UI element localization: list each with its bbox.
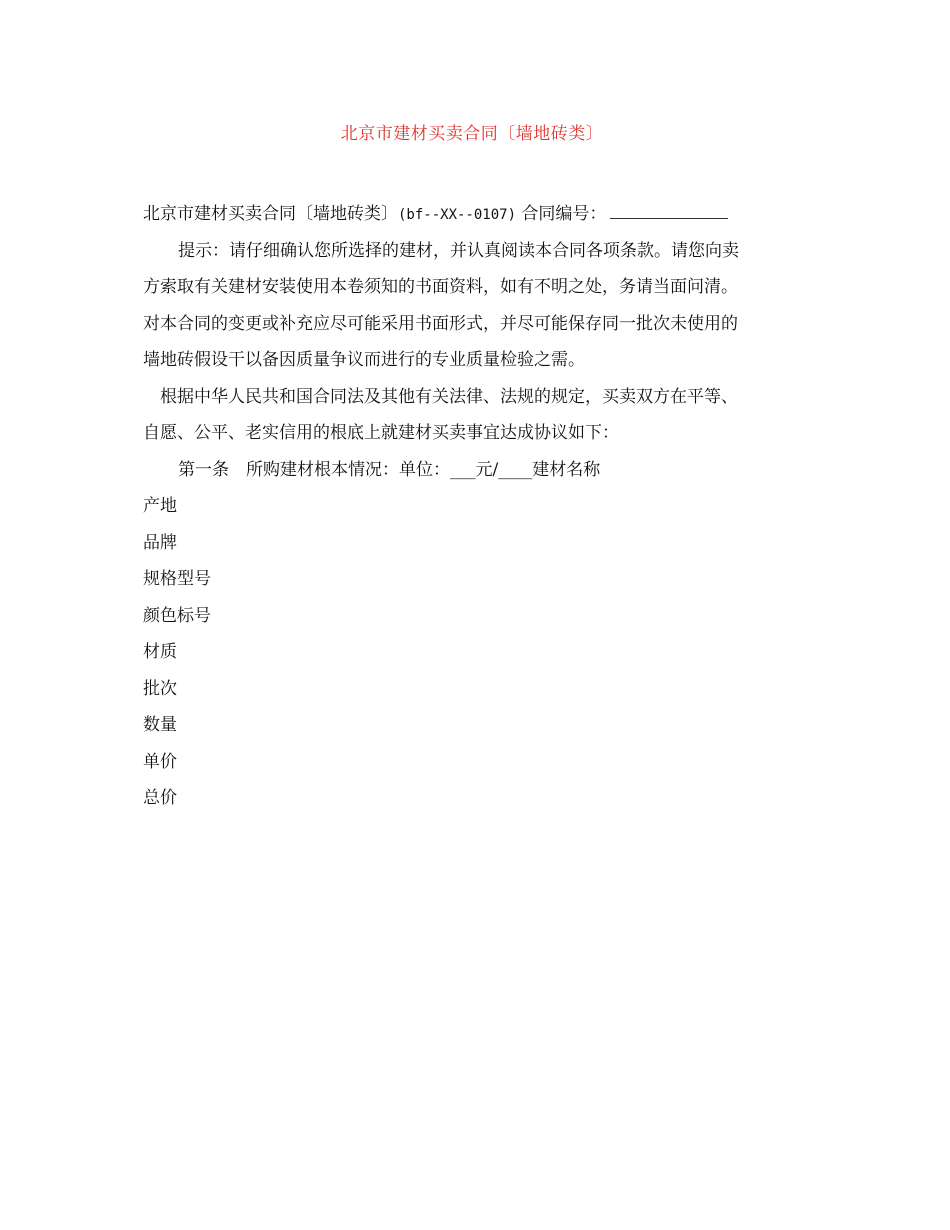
- field-color-code: 颜色标号: [143, 605, 211, 626]
- field-unit-price: 单价: [143, 751, 177, 772]
- contract-number-blank: [610, 202, 728, 219]
- contract-number-label: 合同编号：: [521, 204, 607, 224]
- material-field-list: [143, 488, 808, 817]
- contract-header-line: [143, 196, 808, 233]
- field-quantity: 数量: [143, 715, 177, 735]
- field-batch: 批次: [143, 678, 177, 699]
- field-material: 材质: [143, 642, 177, 662]
- preamble-line-1: 根据中华人民共和国合同法及其他有关法律、法规的规定，买卖双方在平等、: [160, 386, 738, 407]
- document-title: 北京市建材买卖合同〔墙地砖类〕: [340, 124, 604, 144]
- field-brand: 品牌: [143, 532, 177, 553]
- notice-line-4: 墙地砖假设干以备因质量争议而进行的专业质量检验之需。: [143, 350, 585, 370]
- field-total-price: 总价: [143, 788, 177, 808]
- contract-code: (bf--XX--0107): [398, 207, 517, 223]
- article-one: 第一条 所购建材根本情况：单位：___元/____建材名称: [178, 459, 601, 480]
- document-body: [143, 196, 808, 817]
- preamble-line-2: 自愿、公平、老实信用的根底上就建材买卖事宜达成协议如下：: [143, 423, 619, 443]
- notice-line-3: 对本合同的变更或补充应尽可能采用书面形式，并尽可能保存同一批次未使用的: [143, 313, 738, 334]
- field-origin: 产地: [143, 496, 177, 516]
- notice-line-2: 方索取有关建材安装使用本卷须知的书面资料，如有不明之处，务请当面问清。: [143, 277, 738, 297]
- contract-name: 北京市建材买卖合同〔墙地砖类〕: [143, 204, 398, 224]
- notice-line-1: 提示：请仔细确认您所选择的建材，并认真阅读本合同各项条款。请您向卖: [178, 240, 739, 261]
- field-spec-model: 规格型号: [143, 569, 211, 589]
